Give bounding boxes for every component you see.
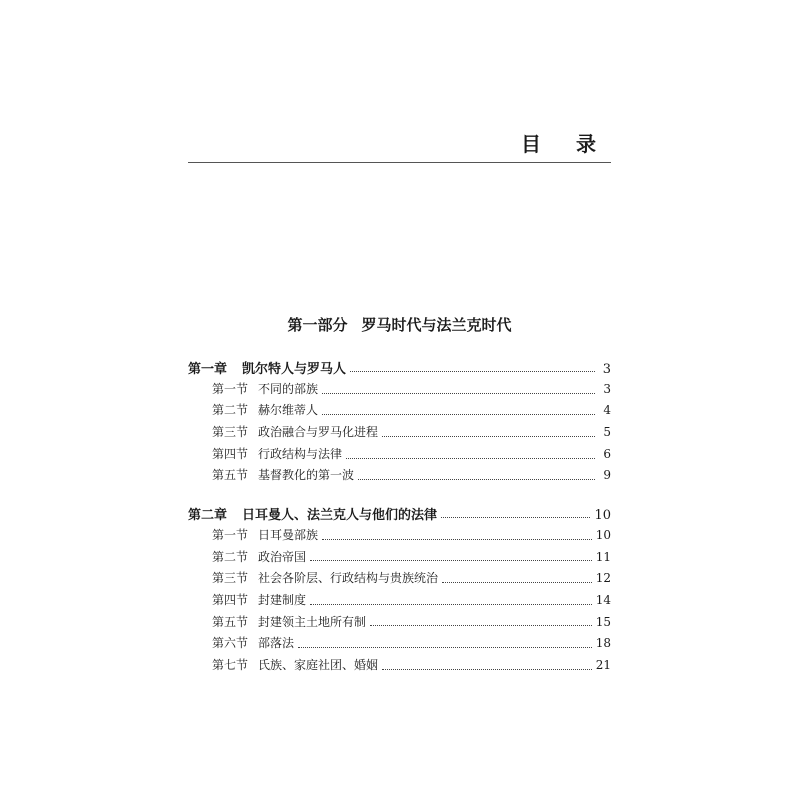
section-number: 第一节 [212,381,249,396]
section-title: 行政结构与法律 [258,446,343,461]
section-number: 第四节 [212,592,249,607]
page-number: 10 [594,508,611,524]
page-number: 10 [595,527,611,542]
section-number: 第四节 [212,446,249,461]
section-title: 部落法 [258,636,295,651]
page-number: 21 [595,657,611,672]
part-name: 罗马时代与法兰克时代 [361,316,512,334]
chapter-entry[interactable] [188,504,611,526]
section-entry[interactable] [188,445,611,467]
dot-leader [441,516,590,518]
section-title: 日耳曼部族 [258,527,319,542]
dot-leader [322,413,595,415]
section-entry[interactable] [188,466,611,488]
title-rule [188,162,611,163]
page-number: 4 [603,403,611,418]
page-number: 14 [595,592,611,607]
page-number: 9 [603,468,611,483]
part-number: 第一部分 [287,316,348,334]
toc-title: 目 录 [521,132,610,156]
dot-leader [382,435,595,437]
section-number: 第二节 [212,403,249,418]
section-entry[interactable] [188,526,611,548]
dot-leader [322,538,592,540]
section-title: 氏族、家庭社团、婚姻 [258,657,379,672]
chapter-1 [188,358,611,488]
dot-leader [310,559,592,561]
section-entry[interactable] [188,591,611,613]
page-number: 15 [595,614,611,629]
page-number: 3 [603,381,611,396]
section-entry[interactable] [188,380,611,402]
part-heading [188,314,611,335]
section-number: 第五节 [212,468,249,483]
dot-leader [382,668,592,670]
section-number: 第七节 [212,657,249,672]
page-number: 11 [595,549,611,564]
section-title: 封建领主土地所有制 [258,614,367,629]
dot-leader [298,646,592,648]
section-entry[interactable] [188,423,611,445]
section-entry[interactable] [188,634,611,656]
page-number: 12 [595,571,611,586]
section-number: 第二节 [212,549,249,564]
page-number: 18 [595,636,611,651]
section-title: 政治融合与罗马化进程 [258,425,379,440]
section-entry[interactable] [188,401,611,423]
chapter-2 [188,504,611,678]
dot-leader [350,370,595,372]
dot-leader [346,457,595,459]
section-entry[interactable] [188,656,611,678]
section-number: 第一节 [212,527,249,542]
dot-leader [370,624,592,626]
page-number: 5 [603,425,611,440]
section-entry[interactable] [188,569,611,591]
section-entry[interactable] [188,548,611,570]
page-number: 3 [602,362,611,377]
chapter-number: 第一章 [188,362,228,377]
chapter-number: 第二章 [188,508,228,524]
dot-leader [358,478,595,480]
section-title: 赫尔维蒂人 [258,403,319,418]
section-title: 不同的部族 [258,381,319,396]
dot-leader [322,392,595,394]
chapter-title: 日耳曼人、法兰克人与他们的法律 [242,508,438,524]
section-number: 第六节 [212,636,249,651]
section-number: 第三节 [212,425,249,440]
dot-leader [442,581,592,583]
section-title: 基督教化的第一波 [258,468,355,483]
dot-leader [310,603,592,605]
section-number: 第五节 [212,614,249,629]
section-title: 政治帝国 [258,549,307,564]
section-number: 第三节 [212,571,249,586]
chapter-title: 凯尔特人与罗马人 [242,362,347,377]
section-title: 封建制度 [258,592,307,607]
page-number: 6 [603,446,611,461]
section-entry[interactable] [188,613,611,635]
chapter-entry[interactable] [188,358,611,380]
table-of-contents [188,358,611,694]
section-title: 社会各阶层、行政结构与贵族统治 [258,571,439,586]
